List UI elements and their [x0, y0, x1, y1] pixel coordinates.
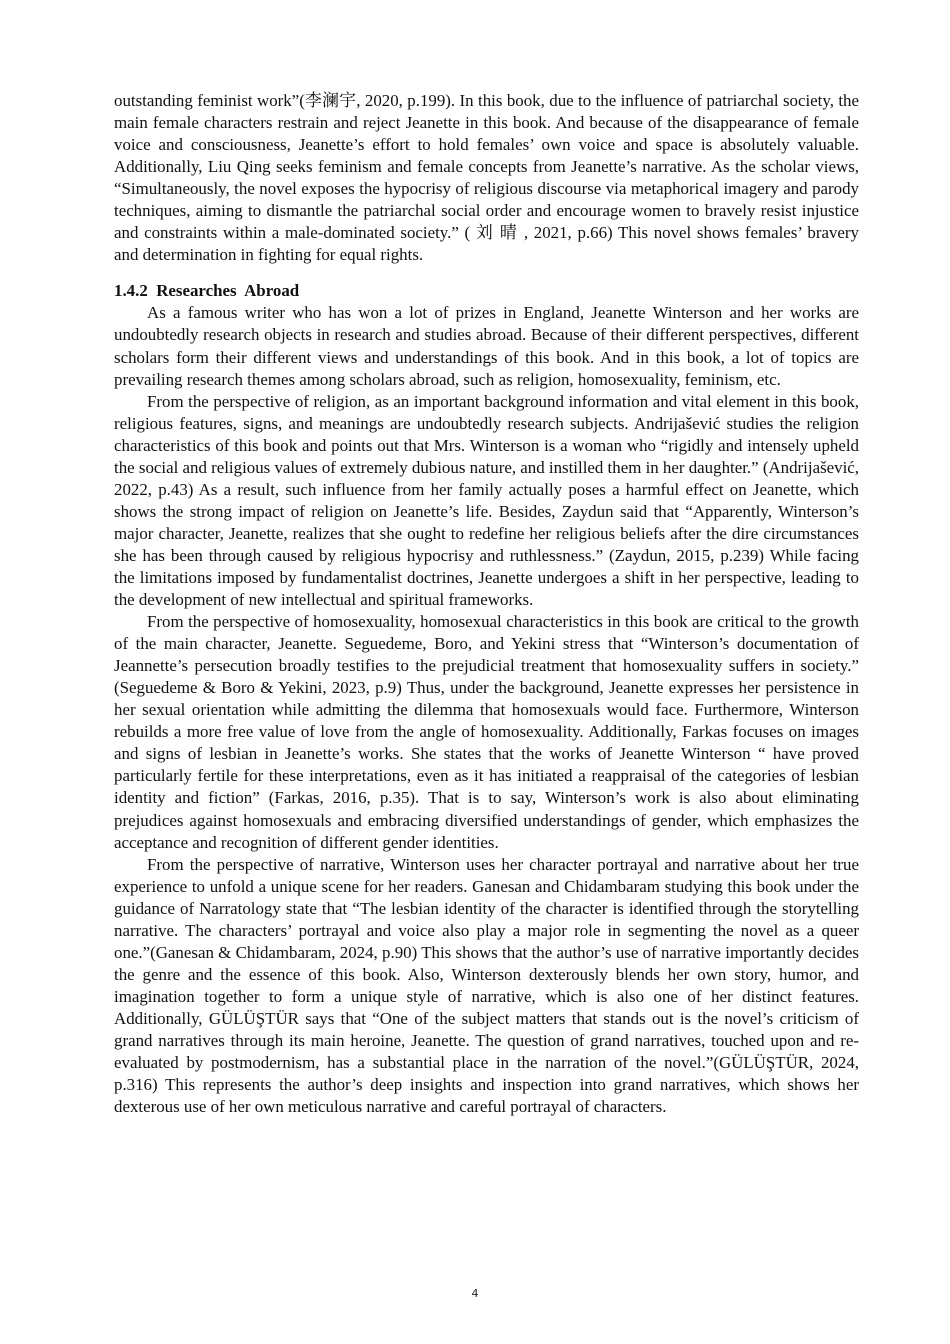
paragraph-feminism-continued: outstanding feminist work”(李澜宇, 2020, p.199). In this book, due to the influence of patriarchal society, the main female characters restrain and reject Jeanette in this book. And because of the disappearance of female voice and consciousness, Jeanette’s effort to hold females’ own voice and space is absolutely valuable. Additionally, Liu Qing seeks feminism and female concepts from Jeanette’s narrative. As the scholar views, “Simultaneously, the novel exposes the hypocrisy of religious discourse via metaphorical imagery and parody techniques, aiming to dismantle the patriarchal social order and encourage women to bravely resist injustice and constraints within a male-dominated society.” ( 刘 晴 , 2021, p.66) This novel shows females’ bravery and determination in fighting for equal rights. [114, 91, 859, 265]
paragraph-narrative: From the perspective of narrative, Winterson uses her character portrayal and narrative about her true experience to unfold a unique scene for her readers. Ganesan and Chidambaram studying this book under the guidance of Narratology state that “The lesbian identity of the character is identified through the storytelling narrative. The characters’ portrayal and voice also play a major role in segmenting the novel as a queer one.”(Ganesan & Chidambaram, 2024, p.90) This shows that the author’s use of narrative importantly decides the genre and the essence of this book. Also, Winterson dexterously blends her own story, humor, and imagination together to form a unique style of narrative, which is also one of her distinct features. Additionally, GÜLÜŞTÜR says that “One of the subject matters that stands out is the novel’s criticism of grand narratives through its main heroine, Jeanette. The question of grand narratives, touched upon and re-evaluated by postmodernism, has a substantial place in the narration of the novel.”(GÜLÜŞTÜR, 2024, p.316) This represents the author’s deep insights and inspection into grand narratives, which shows her dexterous use of her own meticulous narrative and careful portrayal of characters. [114, 854, 859, 1117]
paragraph-religion: From the perspective of religion, as an important background information and vital element in this book, religious features, signs, and meanings are undoubtedly research subjects. Andrijašević studies the religion characteristics of this book and points out that Mrs. Winterson is a woman who “rigidly and intensely upheld the social and religious values of extremely dubious nature, and instilled them in her daughter.” (Andrijašević, 2022, p.43) As a result, such influence from her family actually poses a harmful effect on Jeanette, which shows the strong impact of religion on Jeanette’s life. Besides, Zaydun said that “Apparently, Winterson’s major character, Jeanette, realizes that she ought to redefine her religious beliefs after the dire circumstances she has been through caused by religious hypocrisy and ruthlessness.” (Zaydun, 2015, p.239) While facing the limitations imposed by fundamentalist doctrines, Jeanette undergoes a shift in her perspective, leading to the development of new intellectual and spiritual frameworks. [114, 391, 859, 610]
document-page [114, 90, 859, 1118]
page-number: 4 [471, 1287, 479, 1300]
section-heading: 1.4.2 Researches Abroad [114, 281, 300, 301]
paragraph-researches-abroad-intro: As a famous writer who has won a lot of prizes in England, Jeanette Winterson and her works are undoubtedly research objects in research and studies abroad. Because of their different perspectives, different scholars form their different views and understandings of this book. And in this book, a lot of topics are prevailing research themes among scholars abroad, such as religion, homosexuality, feminism, etc. [114, 303, 859, 389]
paragraph-homosexuality: From the perspective of homosexuality, homosexual characteristics in this book are critical to the growth of the main character, Jeanette. Seguedeme, Boro, and Yekini stress that “Winterson’s documentation of Jeannette’s persecution broadly testifies to the prejudicial treatment that homosexuality suffers in society.” (Seguedeme & Boro & Yekini, 2023, p.9) Thus, under the background, Jeanette expresses her persistence in her sexual orientation while admitting the dilemma that homosexuals would face. Furthermore, Winterson rebuilds a more free value of love from the angle of homosexuality. Additionally, Farkas focuses on images and signs of lesbian in Jeanette’s works. She states that the works of Jeanette Winterson “ have proved particularly fertile for these interpretations, even as it has initiated a reappraisal of the categories of lesbian identity and fiction” (Farkas, 2016, p.35). That is to say, Winterson’s work is also about eliminating prejudices against homosexuals and embracing diversified understandings of gender, which emphasizes the acceptance and recognition of different gender identities. [114, 612, 859, 852]
